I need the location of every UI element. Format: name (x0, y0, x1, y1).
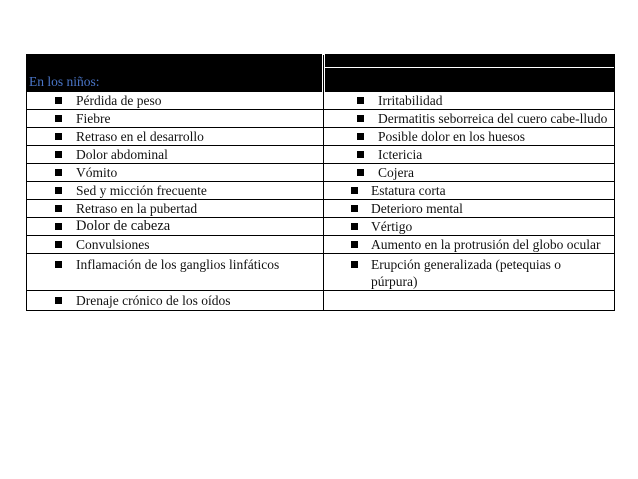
cell-right (324, 200, 615, 218)
cell-left (27, 254, 324, 291)
symptom-text: Drenaje crónico de los oídos (76, 293, 231, 308)
cell-right (324, 92, 615, 110)
symptom-text: Dolor de cabeza (76, 218, 171, 234)
list-item (27, 146, 323, 163)
symptom-text: Erupción generalizada (petequias o púrpura) (371, 257, 562, 289)
square-bullet-icon (357, 115, 364, 122)
table-row (27, 182, 615, 200)
table-row (27, 291, 615, 311)
symptom-text: Posible dolor en los huesos (378, 129, 525, 144)
square-bullet-icon (351, 261, 358, 268)
square-bullet-icon (351, 223, 358, 230)
list-item (27, 128, 323, 145)
header-label-right (325, 90, 614, 91)
symptom-text: Vómito (76, 165, 118, 180)
symptom-text: Aumento en la protrusión del globo ocular (371, 237, 601, 252)
square-bullet-icon (55, 223, 62, 230)
list-item (324, 200, 614, 217)
cell-left (27, 182, 324, 200)
symptom-text (324, 292, 332, 307)
list-item (27, 110, 323, 127)
symptom-text: Fiebre (76, 111, 111, 126)
table-row (27, 146, 615, 164)
cell-left (27, 236, 324, 254)
symptom-text: Ictericia (378, 147, 423, 162)
table-row (27, 236, 615, 254)
symptom-text: Vértigo (371, 219, 413, 234)
list-item (27, 200, 323, 217)
cell-right-empty (324, 291, 615, 311)
square-bullet-icon (55, 97, 62, 104)
list-item (27, 254, 323, 273)
list-item (27, 291, 323, 309)
square-bullet-icon (55, 169, 62, 176)
list-item (324, 182, 614, 199)
square-bullet-icon (55, 151, 62, 158)
table-row (27, 164, 615, 182)
cell-left (27, 146, 324, 164)
list-item (27, 164, 323, 181)
cell-left (27, 200, 324, 218)
list-item (27, 218, 323, 235)
symptom-text: Cojera (378, 165, 414, 180)
cell-right (324, 110, 615, 128)
square-bullet-icon (351, 241, 358, 248)
cell-right (324, 218, 615, 236)
header-cell-left (27, 55, 324, 92)
cell-right (324, 182, 615, 200)
list-item (324, 164, 614, 181)
header-cell-right (324, 55, 615, 92)
cell-left (27, 128, 324, 146)
square-bullet-icon (55, 261, 62, 268)
symptom-text: Retraso en la pubertad (76, 201, 198, 216)
symptom-text: Sed y micción frecuente (76, 183, 207, 198)
table-row (27, 110, 615, 128)
symptom-text: Pérdida de peso (76, 93, 162, 108)
cell-right (324, 236, 615, 254)
table-row (27, 200, 615, 218)
cell-left (27, 92, 324, 110)
square-bullet-icon (351, 187, 358, 194)
list-item (324, 254, 614, 290)
table-row (27, 218, 615, 236)
square-bullet-icon (55, 297, 62, 304)
symptom-text: Dolor abdominal (76, 147, 168, 162)
list-item (27, 92, 323, 109)
table-row (27, 254, 615, 291)
square-bullet-icon (357, 169, 364, 176)
table-row (27, 128, 615, 146)
cell-left (27, 291, 324, 311)
list-item (324, 128, 614, 145)
square-bullet-icon (55, 115, 62, 122)
cell-left (27, 164, 324, 182)
cell-left (27, 218, 324, 236)
square-bullet-icon (357, 151, 364, 158)
square-bullet-icon (351, 205, 358, 212)
symptom-text: Estatura corta (371, 183, 446, 198)
symptom-text: Irritabilidad (378, 93, 443, 108)
cell-right (324, 164, 615, 182)
square-bullet-icon (357, 97, 364, 104)
list-item (324, 92, 614, 109)
cell-right (324, 128, 615, 146)
list-item (324, 218, 614, 235)
symptoms-table (26, 54, 615, 311)
header-label-children: En los niños: (29, 74, 100, 89)
cell-right (324, 254, 615, 291)
list-item (27, 236, 323, 253)
list-item (324, 146, 614, 163)
square-bullet-icon (55, 205, 62, 212)
table-row (27, 92, 615, 110)
cell-left (27, 110, 324, 128)
square-bullet-icon (55, 241, 62, 248)
list-item (324, 236, 614, 253)
table-header-row (27, 55, 615, 92)
symptom-text: Inflamación de los ganglios linfáticos (76, 257, 280, 272)
symptom-text: Convulsiones (76, 237, 150, 252)
square-bullet-icon (357, 133, 364, 140)
list-item (324, 110, 614, 127)
square-bullet-icon (55, 133, 62, 140)
list-item (27, 182, 323, 199)
square-bullet-icon (55, 187, 62, 194)
symptom-text: Dermatitis seborreica del cuero cabe-lludo (378, 111, 608, 126)
symptom-text: Deterioro mental (371, 201, 463, 216)
cell-right (324, 146, 615, 164)
header-divider (325, 67, 614, 68)
symptom-text: Retraso en el desarrollo (76, 129, 204, 144)
